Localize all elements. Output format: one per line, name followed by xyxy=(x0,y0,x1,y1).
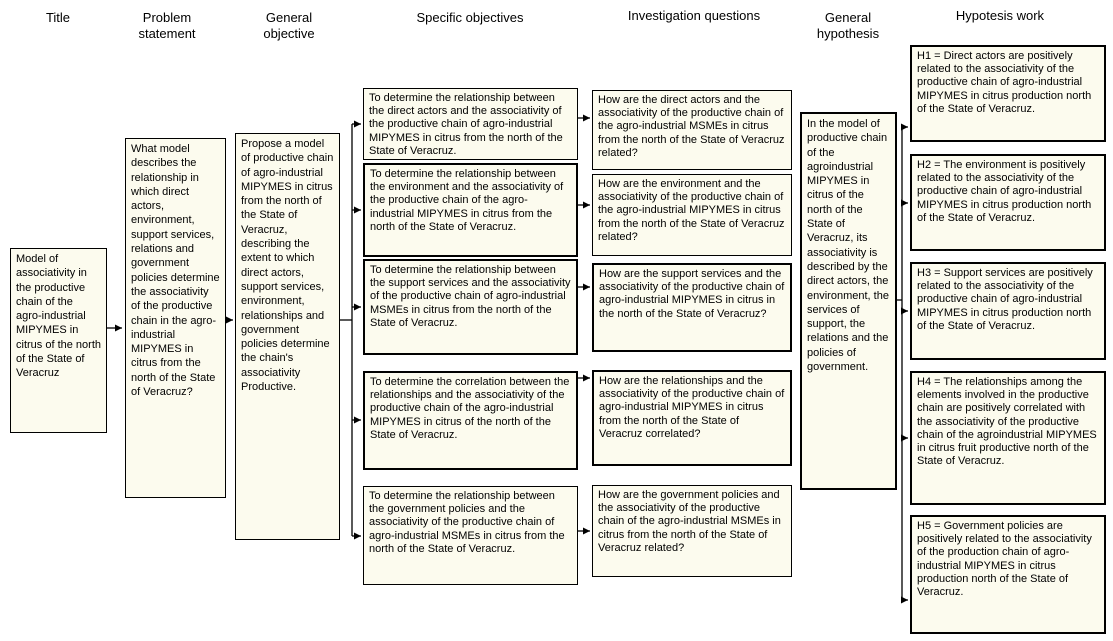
investigation-question-box-2: How are the environment and the associativity of the productive chain of the agro-industrial MIPYMES in citrus from the north of the State of Veracruz related? xyxy=(592,174,792,256)
column-header-investigation-questions: Investigation questions xyxy=(627,8,761,23)
hypothesis-box-h3: H3 = Support services are positively related to the associativity of the productive chain of agro-industrial MIPYMES in citrus production north of the State of Veracruz. xyxy=(910,262,1106,360)
investigation-question-box-5: How are the government policies and the associativity of the productive chain of the agro-industrial MSMEs in citrus from the north of the State of Veracruz related? xyxy=(592,485,792,577)
hypothesis-box-h4: H4 = The relationships among the elements involved in the productive chain are positively correlated with the associativity of the productive chain of the agroindustrial MIPYMES in citrus fruit productive north of the State of Veracruz. xyxy=(910,371,1106,505)
column-header-problem-statement: Problem statement xyxy=(138,10,196,41)
column-header-specific-objectives: Specific objectives xyxy=(416,10,524,25)
investigation-question-box-1: How are the direct actors and the associativity of the productive chain of the agro-industrial MSMEs in citrus from the north of the State of Veracruz related? xyxy=(592,90,792,170)
hypothesis-box-h1: H1 = Direct actors are positively related to the associativity of the productive chain of agro-industrial MIPYMES in citrus production north of the State of Veracruz. xyxy=(910,45,1106,142)
specific-objective-box-1: To determine the relationship between the direct actors and the associativity of the productive chain of agro-industrial MIPYMES in citrus from the north of the State of Veracruz. xyxy=(363,88,578,160)
column-header-general-hypothesis: General hypothesis xyxy=(816,10,880,41)
specific-objective-box-5: To determine the relationship between the government policies and the associativity of the productive chain of agro-industrial MSMEs in citrus from the north of the State of Veracruz. xyxy=(363,486,578,585)
investigation-question-box-4: How are the relationships and the associativity of the productive chain of agro-industrial MIPYMES in citrus from the north of the State of Veracruz correlated? xyxy=(592,370,792,466)
general-hypothesis-box: In the model of productive chain of the agroindustrial MIPYMES in citrus of the north of the State of Veracruz, its associativity is described by the direct actors, the environment, the services of support, the relations and the policies of government. xyxy=(800,112,897,490)
title-box: Model of associativity in the productive chain of the agro-industrial MIPYMES in citrus of the north of the State of Veracruz xyxy=(10,248,107,433)
general-objective-box: Propose a model of productive chain of agro-industrial MIPYMES in citrus from the north of the State of Veracruz, describing the extent to which direct actors, support services, environment, relationships and government policies determine the chain's associativity Productive. xyxy=(235,133,340,540)
hypothesis-box-h5: H5 = Government policies are positively related to the associativity of the production chain of agro-industrial MIPYMES in citrus production north of the State of Veracruz. xyxy=(910,515,1106,634)
column-header-title: Title xyxy=(45,10,71,25)
specific-objective-box-3: To determine the relationship between the support services and the associativity of the productive chain of agro-industrial MSMEs in citrus from the north of the State of Veracruz. xyxy=(363,259,578,355)
hypothesis-box-h2: H2 = The environment is positively related to the associativity of the productive chain of agro-industrial MIPYMES in citrus production north of the State of Veracruz. xyxy=(910,154,1106,251)
specific-objective-box-2: To determine the relationship between the environment and the associativity of the productive chain of the agro-industrial MIPYMES in citrus from the north of the State of Veracruz. xyxy=(363,163,578,257)
column-header-hypothesis-work: Hypotesis work xyxy=(955,8,1045,23)
specific-objective-box-4: To determine the correlation between the relationships and the associativity of the productive chain of the agro-industrial MIPYMES in citrus of the north of the State of Veracruz. xyxy=(363,371,578,470)
investigation-question-box-3: How are the support services and the associativity of the productive chain of agro-industrial MIPYMES in citrus in the north of the State of Veracruz? xyxy=(592,263,792,352)
problem-statement-box: What model describes the relationship in which direct actors, environment, support services, relations and government policies determine the associativity of the productive chain in the agro-industrial MIPYMES in citrus from the north of the State of Veracruz? xyxy=(125,138,226,498)
column-header-general-objective: General objective xyxy=(263,10,315,41)
